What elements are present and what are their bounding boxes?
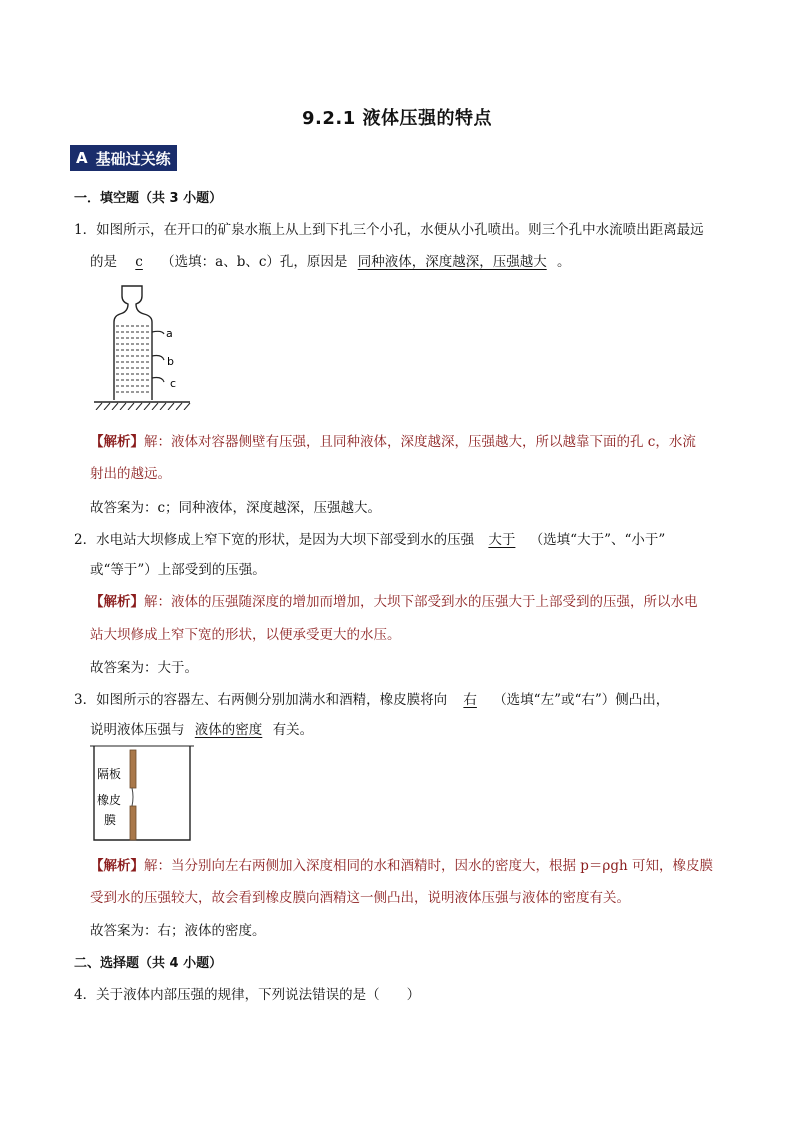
q1-answer-line: 故答案为：c；同种液体，深度越深，压强越大。	[90, 500, 382, 516]
hole-label-a: a	[166, 327, 173, 340]
q3-answer1: 右	[463, 692, 477, 708]
section-heading-fill: 一．填空题（共 3 小题）	[74, 191, 223, 206]
q1-analysis-2: 射出的越远。	[90, 466, 171, 482]
q2-line2: 或“等于”）上部受到的压强。	[90, 562, 266, 578]
q3-answer-line: 故答案为：右；液体的密度。	[90, 923, 266, 939]
q1-answer2: 同种液体，深度越深，压强越大	[357, 254, 547, 270]
q3-analysis-2: 受到水的压强较大，故会看到橡皮膜向酒精这一侧凸出，说明液体压强与液体的密度有关。	[90, 890, 630, 906]
q3-answer2: 液体的密度	[194, 722, 263, 738]
q1-analysis-1: 【解析】解：液体对容器侧壁有压强，且同种液体，深度越深，压强越大，所以越靠下面的孔 c，水流	[90, 434, 696, 450]
banner-letter: A	[76, 149, 88, 167]
q1-answer1: c	[135, 254, 143, 270]
q2-analysis-2: 站大坝修成上窄下宽的形状，以便承受更大的水压。	[90, 627, 401, 643]
label-rubber: 橡皮	[97, 793, 122, 807]
q2-analysis-1: 【解析】解：液体的压强随深度的增加而增加，大坝下部受到水的压强大于上部受到的压强，所以水电	[90, 594, 698, 610]
section-heading-choice: 二、选择题（共 4 小题）	[74, 956, 223, 971]
page-title: 9.2.1 液体压强的特点	[301, 108, 492, 129]
q3-analysis-1: 【解析】解：当分别向左右两侧加入深度相同的水和酒精时，因水的密度大，根据 p＝ρgh 可知，橡皮膜	[90, 858, 713, 874]
q2-answer1: 大于	[488, 532, 516, 548]
label-partition: 隔板	[97, 767, 122, 781]
q1-line1: 1．如图所示，在开口的矿泉水瓶上从上到下扎三个小孔，水便从小孔喷出。则三个孔中水流喷出距离最远	[74, 222, 704, 238]
q3-line2: 说明液体压强与 液体的密度 有关。	[90, 718, 313, 738]
q2-line1: 2．水电站大坝修成上窄下宽的形状，是因为大坝下部受到水的压强 大于 （选填“大于”、“小于”	[74, 528, 665, 548]
q2-answer-line: 故答案为：大于。	[90, 660, 198, 676]
q4-line1: 4．关于液体内部压强的规律，下列说法错误的是（ ）	[74, 987, 421, 1003]
bottle-figure	[90, 280, 200, 410]
banner-text: 基础过关练	[95, 149, 171, 168]
q1-line2: 的是 c （选填：a、b、c）孔，原因是 同种液体，深度越深，压强越大 。	[90, 250, 571, 270]
hole-label-c: c	[170, 377, 177, 390]
section-banner	[70, 145, 177, 171]
hole-label-b: b	[167, 355, 174, 368]
q3-line1: 3．如图所示的容器左、右两侧分别加满水和酒精，橡皮膜将向 右 （选填“左”或“右”）侧凸出，	[74, 688, 669, 708]
label-membrane: 膜	[104, 813, 117, 827]
container-figure	[90, 740, 200, 845]
